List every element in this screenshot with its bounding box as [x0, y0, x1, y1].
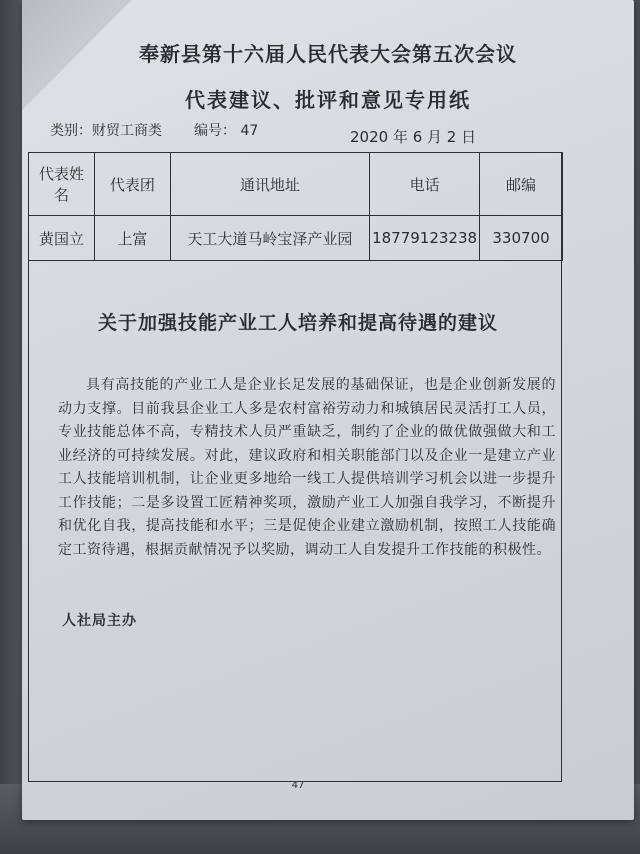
proposal-heading: 关于加强技能产业工人培养和提高待遇的建议: [97, 312, 498, 334]
page-number: 47: [291, 780, 305, 791]
cell-delegation: 上富: [94, 216, 170, 261]
cell-postcode: 330700: [480, 216, 563, 261]
table-row: [29, 216, 563, 261]
representative-info-table: [28, 152, 563, 261]
number-label: 编号：: [194, 123, 236, 139]
category-value: 财贸工商类: [92, 123, 162, 139]
table-header-row: [29, 153, 563, 216]
cell-name: 黄国立: [29, 216, 95, 261]
document-date: 2020 年 6 月 2 日: [350, 128, 477, 146]
cell-address: 天工大道马岭宝泽产业园: [170, 216, 369, 261]
header-name: 代表姓名: [29, 153, 95, 216]
number-value: 47: [240, 123, 259, 139]
category-field: [50, 120, 162, 140]
sponsor-department: 人社局主办: [62, 613, 137, 629]
header-postcode: 邮编: [480, 153, 563, 216]
document-title-line1: 奉新县第十六届人民代表大会第五次会议: [139, 42, 517, 66]
header-address: 通讯地址: [170, 153, 369, 216]
document-sheet: [22, 0, 634, 820]
header-delegation: 代表团: [94, 153, 170, 216]
proposal-body: 具有高技能的产业工人是企业长足发展的基础保证，也是企业创新发展的动力支撑。目前我县企业工人多是农村富裕劳动力和城镇居民灵活打工人员，专业技能总体不高，专精技术人员严重缺乏，制约了企业的做优做强做大和工业经济的可持续发展。对此，建议政府和相关职能部门以及企业一是建立产业工人技能培训机制，让企业更多地给一线工人提供培训学习机会以进一步提升工作技能；二是多设置工匠精神奖项，激励产业工人加强自我学习，不断提升和优化自我，提高技能和水平；三是促使企业建立激励机制，按照工人技能确定工资待遇，根据贡献情况予以奖励，调动工人自发提升工作技能的积极性。: [58, 377, 556, 558]
document-title-line2: 代表建议、批评和意见专用纸: [185, 88, 471, 112]
header-phone: 电话: [370, 153, 480, 216]
cell-phone: 18779123238: [370, 216, 480, 261]
number-field: [194, 120, 258, 140]
category-label: 类别：: [50, 123, 92, 139]
